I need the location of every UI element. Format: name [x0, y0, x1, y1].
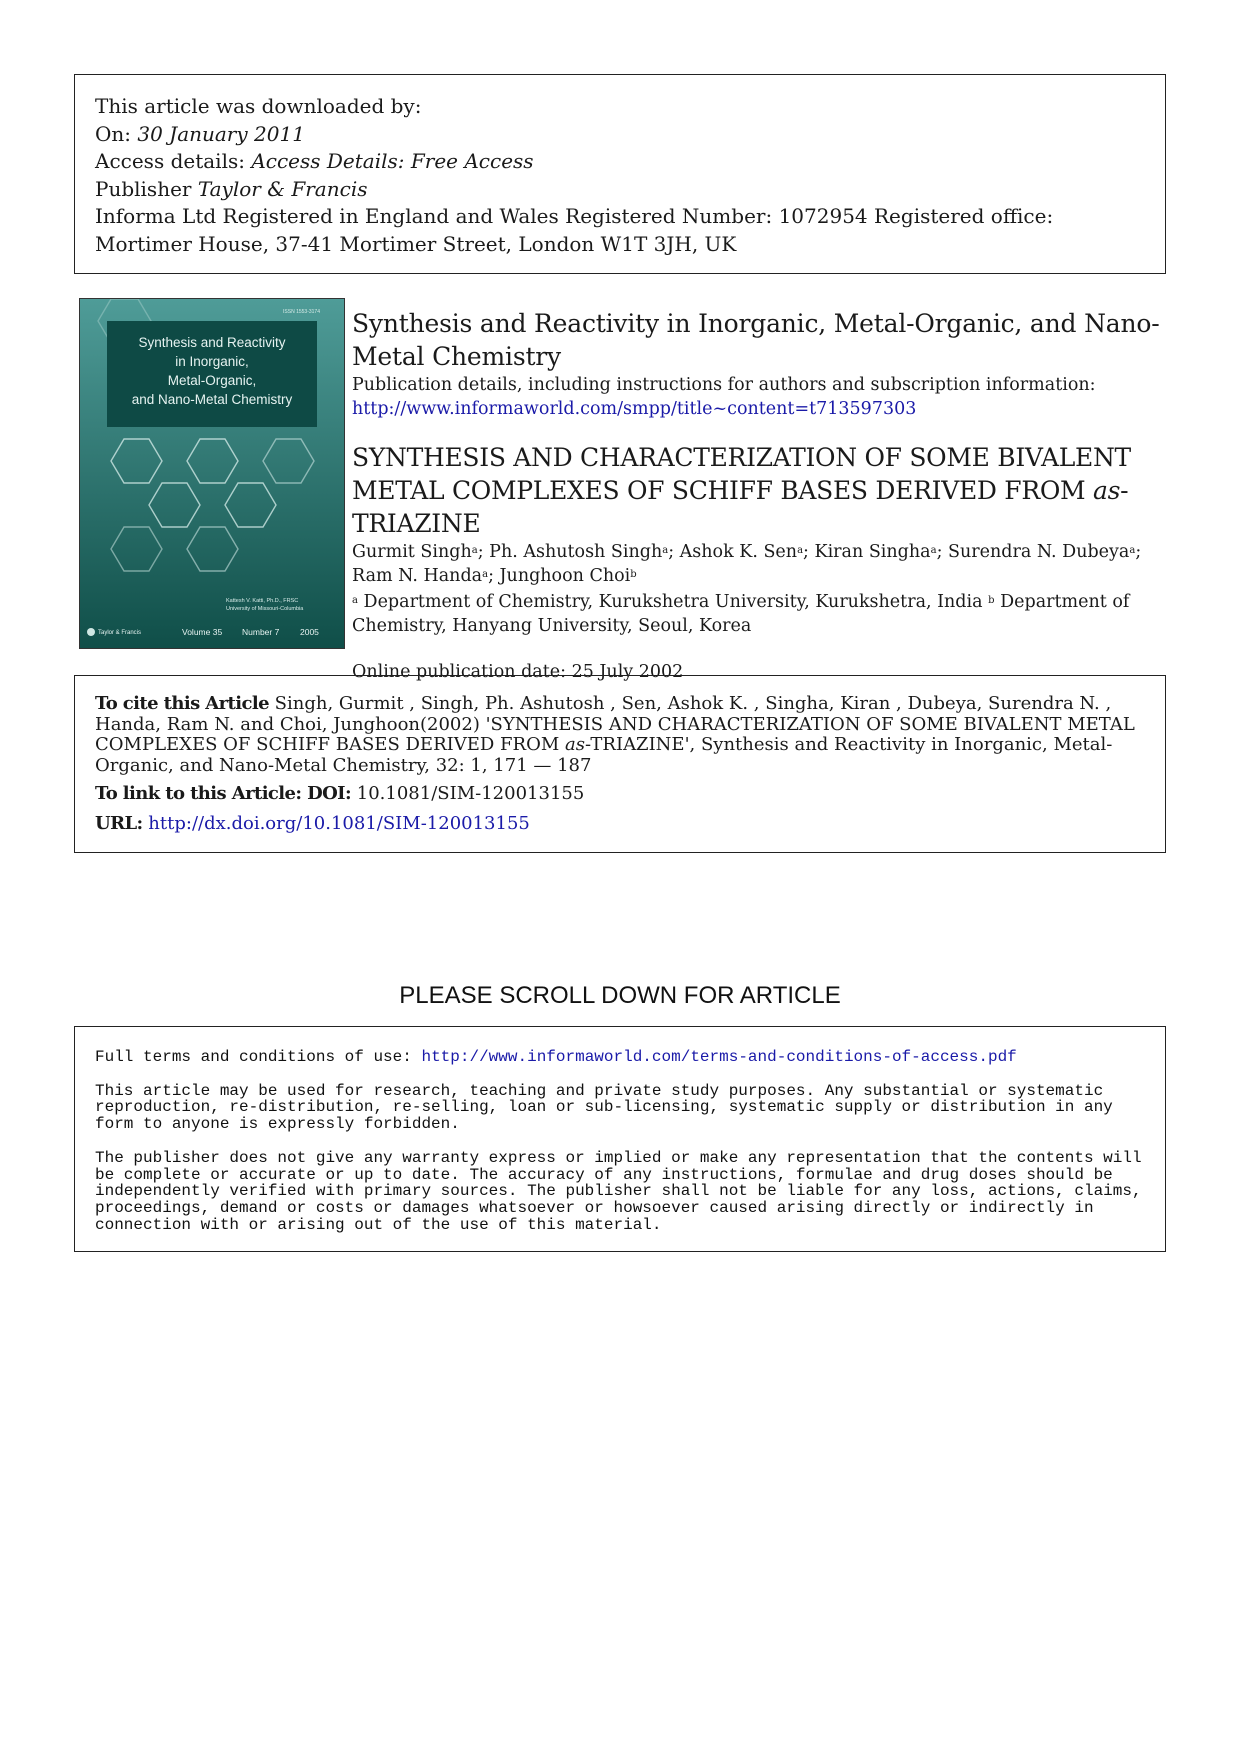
scroll-down-notice: PLEASE SCROLL DOWN FOR ARTICLE [399, 982, 841, 1009]
journal-url-line [352, 397, 1164, 421]
author-name: Ram N. Handa [352, 566, 483, 586]
cover-number: Number 7 [242, 627, 280, 637]
cover-editor-line-1: Kattesh V. Katti, Ph.D., FRSC [226, 598, 299, 604]
terms-url-line [95, 1049, 1145, 1066]
author-name: Junghoon Choi [499, 566, 631, 586]
author-affiliation-mark: a [1129, 545, 1136, 556]
cite-text-part-2: -TRIAZINE', Synthesis and Reactivity in Inorganic, Metal-Organic, and Nano-Metal Chemistry, 32: 1, 171 — 187 [95, 734, 1113, 776]
online-publication-date: Online publication date: 25 July 2002 [352, 662, 684, 682]
doi-line [95, 782, 1145, 806]
terms-paragraph-usage: This article may be used for research, teaching and private study purposes. Any substantial or systematic reproduction, re-distribution, re-selling, loan or sub-licensing, systematic supply or distribution in any form to anyone is expressly forbidden. [95, 1081, 1113, 1134]
access-details-line [95, 148, 1145, 176]
citation-box [74, 675, 1166, 853]
doi-url-link[interactable]: http://dx.doi.org/10.1081/SIM-120013155 [148, 813, 530, 834]
url-line [95, 812, 1145, 836]
terms-label: Full terms and conditions of use: [95, 1048, 412, 1066]
cover-art [80, 299, 345, 649]
cover-volume: Volume 35 [182, 627, 223, 637]
cover-year: 2005 [300, 627, 319, 637]
journal-title: Synthesis and Reactivity in Inorganic, Metal-Organic, and Nano-Metal Chemistry [352, 309, 1160, 371]
doi-label: To link to this Article: DOI: [95, 783, 352, 804]
cover-title-line-1: Synthesis and Reactivity [138, 335, 286, 350]
download-date-label: On: [95, 121, 132, 146]
cover-title-line-2: in Inorganic, [175, 354, 249, 369]
journal-cover-image [79, 298, 345, 649]
access-details-value: Access Details: Free Access [251, 149, 534, 173]
affiliation-a-mark: a [352, 595, 358, 606]
citation-text [95, 694, 1145, 776]
cite-text-italic: as [564, 734, 585, 755]
terms-url-link[interactable]: http://www.informaworld.com/terms-and-conditions-of-access.pdf [421, 1048, 1017, 1066]
affiliations [352, 590, 1164, 638]
cover-issn: ISSN 1553-3174 [283, 309, 320, 315]
affiliation-b-mark: b [988, 595, 995, 606]
download-date-line [95, 121, 1145, 149]
cover-title-line-3: Metal-Organic, [167, 373, 257, 388]
author-affiliation-mark: a [662, 545, 669, 556]
taylor-francis-logo-icon [87, 628, 95, 636]
article-title-italic: as [1093, 476, 1121, 505]
journal-info [352, 307, 1164, 684]
terms-paragraph-disclaimer: The publisher does not give any warranty express or implied or make any representation that the contents will be complete or accurate or up to date. The accuracy of any instructions, formulae and drug doses should be independently verified with primary sources. The publisher shall not be liable for any loss, actions, claims, proceedings, demand or costs or damages whatsoever or howsoever caused arising directly or indirectly in connection with or arising out of the use of this material. [95, 1148, 1142, 1234]
author-name: Kiran Singha [814, 542, 931, 562]
cover-editor-line-2: University of Missouri-Columbia [226, 606, 304, 612]
author-affiliation-mark: a [797, 545, 804, 556]
journal-url-link[interactable]: http://www.informaworld.com/smpp/title~content=t713597303 [352, 399, 917, 419]
publisher-label: Publisher [95, 176, 192, 201]
terms-box [74, 1026, 1166, 1252]
publisher-line [95, 176, 1145, 204]
downloaded-by-line: This article was downloaded by: [95, 94, 422, 118]
affiliation-a: Department of Chemistry, Kurukshetra University, Kurukshetra, India [363, 592, 983, 612]
cite-label: To cite this Article [95, 693, 269, 714]
registered-office-text: Informa Ltd Registered in England and Wales Registered Number: 1072954 Registered office: Mortimer House, 37-41 Mortimer Street, London W1T 3JH, UK [95, 204, 1054, 256]
author-affiliation-mark: a [930, 545, 937, 556]
cite-text-part-1: Singh, Gurmit , Singh, Ph. Ashutosh , Sen, Ashok K. , Singha, Kiran , Dubeya, Surendra N. , Handa, Ram N. and Choi, Junghoon(2002) 'SYNTHESIS AND CHARACTERIZATION OF SOME BIVALENT METAL COMPLEXES OF SCHIFF BASES DERIVED FROM [95, 693, 1135, 755]
author-name: Ph. Ashutosh Singh [489, 542, 663, 562]
access-details-label: Access details: [95, 149, 245, 173]
affiliation-b: Department of Chemistry, Hanyang University, Seoul, Korea [352, 592, 1130, 636]
cover-publisher: Taylor & Francis [98, 630, 142, 636]
author-name: Surendra N. Dubeya [948, 542, 1130, 562]
author-list: Gurmit Singh$^a$; Ph. Ashutosh Singh$^a$; Ashok K. Sen$^a$; Kiran Singha$^a$; Surendra N. Dubeya$^a$; Ram N. Handa$^a$; Junghoon Choi$^b$ [352, 542, 1142, 586]
author-affiliation-mark: b [630, 569, 637, 580]
author-affiliation-mark: a [482, 569, 489, 580]
url-label: URL: [95, 813, 143, 834]
download-info-box [74, 74, 1166, 274]
author-name: Ashok K. Sen [679, 542, 798, 562]
article-title-part-2: -TRIAZINE [352, 476, 1129, 538]
author-affiliation-mark: a [471, 545, 478, 556]
cover-title-line-4: and Nano-Metal Chemistry [131, 392, 293, 407]
article-title [352, 441, 1164, 540]
author-name: Gurmit Singh [352, 542, 472, 562]
publisher-value: Taylor & Francis [197, 176, 368, 201]
article-title-part-1: SYNTHESIS AND CHARACTERIZATION OF SOME BIVALENT METAL COMPLEXES OF SCHIFF BASES DERIVED FROM [352, 443, 1131, 505]
publication-details: Publication details, including instructions for authors and subscription information: [352, 375, 1096, 395]
doi-value: 10.1081/SIM-120013155 [356, 783, 585, 804]
download-date-value: 30 January 2011 [137, 121, 305, 146]
